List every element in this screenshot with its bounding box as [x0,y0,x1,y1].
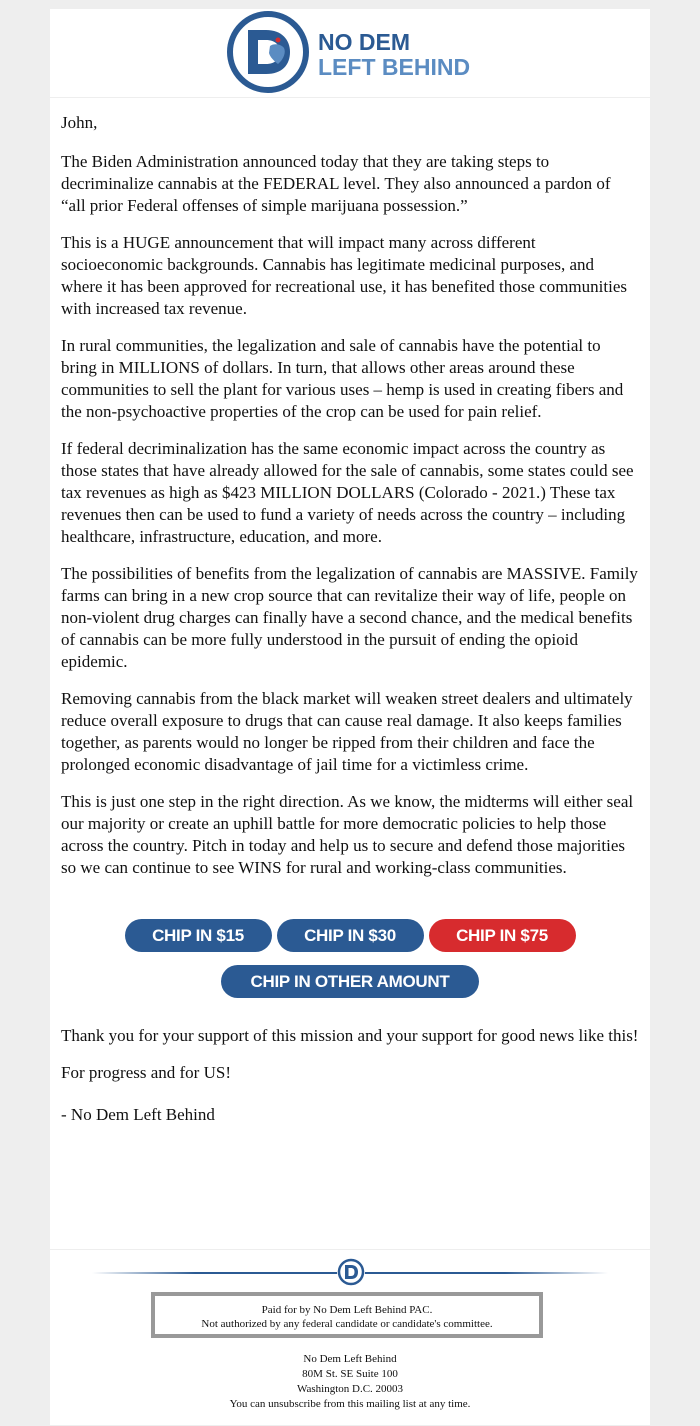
paragraph: If federal decriminalization has the same economic impact across the country as those states that have already allowed for the sale of cannabis, some states could see tax revenues as high as $423 MILLION DOLLARS (Colorado - 2021.) These tax revenues then can be used to fund a variety of needs across the country – including healthcare, infrastructure, education, and more. [61,439,634,546]
chip-in-15-button[interactable]: CHIP IN $15 [125,919,272,952]
city-address: Washington D.C. 20003 [296,1383,404,1395]
footer-logo-icon [336,1257,366,1287]
brand-wordmark [318,30,470,80]
donation-row-2 [61,965,639,998]
ndlb-logo-icon [226,10,310,94]
email-footer [50,1249,650,1426]
donation-buttons [61,894,639,1025]
thanks-text: Thank you for your support of this mission and your support for good news like this! [61,1026,639,1045]
message-content [50,98,650,1126]
street-address: 80M St. SE Suite 100 [302,1368,398,1380]
unsubscribe-text: You can unsubscribe from this mailing list at any time. [229,1398,471,1410]
not-authorized-line: Not authorized by any federal candidate or candidate's committee. [201,1318,493,1330]
chip-in-75-button[interactable]: CHIP IN $75 [429,919,576,952]
greeting: John, [61,113,98,132]
brand-line-2: LEFT BEHIND [318,54,471,80]
mailing-address [50,1352,650,1412]
paid-for-line: Paid for by No Dem Left Behind PAC. [261,1304,433,1316]
email-header [50,9,650,98]
paragraph: The Biden Administration announced today that they are taking steps to decriminalize cannabis at the FEDERAL level. They also announced a pardon of “all prior Federal offenses of simple marijuana possession.” [61,152,611,215]
chip-in-other-button[interactable]: CHIP IN OTHER AMOUNT [221,965,479,998]
paragraph: The possibilities of benefits from the legalization of cannabis are MASSIVE. Family farms can bring in a new crop source that can revitalize their way of life, people on non-violent drug charges can finally have a second chance, and the medical benefits of cannabis can be more fully understood in the pursuit of ending the opioid epidemic. [61,564,638,671]
paragraph: This is just one step in the right direction. As we know, the midterms will either seal our majority or create an uphill battle for more democratic policies to help those across the country. Pitch in today and help us to secure and defend those majorities so we can continue to see WINS for rural and working-class communities. [61,792,634,877]
email-body [50,9,650,1425]
motto-text: For progress and for US! [61,1063,231,1082]
donation-row-1 [61,919,639,952]
paragraph: Removing cannabis from the black market will weaken street dealers and ultimately reduce overall exposure to drugs that can cause real damage. It also keeps families together, as parents would no longer be ripped from their children and face the prolonged economic disadvantage of jail time for a victimless crime. [61,689,633,774]
paid-for-disclaimer [151,1292,543,1338]
org-name: No Dem Left Behind [303,1353,397,1365]
brand-line-1: NO DEM [318,29,410,55]
chip-in-30-button[interactable]: CHIP IN $30 [277,919,424,952]
paragraph: This is a HUGE announcement that will impact many across different socioeconomic backgrounds. Cannabis has legitimate medicinal purposes, and where it has been approved for recreational use, it has benefited those communities with increased tax revenue. [61,233,627,318]
signature: - No Dem Left Behind [61,1105,215,1124]
closing [61,1025,639,1126]
paragraph: In rural communities, the legalization and sale of cannabis have the potential to bring in MILLIONS of dollars. In turn, that allows other areas around these communities to sell the plant for various uses – hemp is used in creating fibers and the non-psychoactive properties of the crop can be used for pain relief. [61,336,624,421]
